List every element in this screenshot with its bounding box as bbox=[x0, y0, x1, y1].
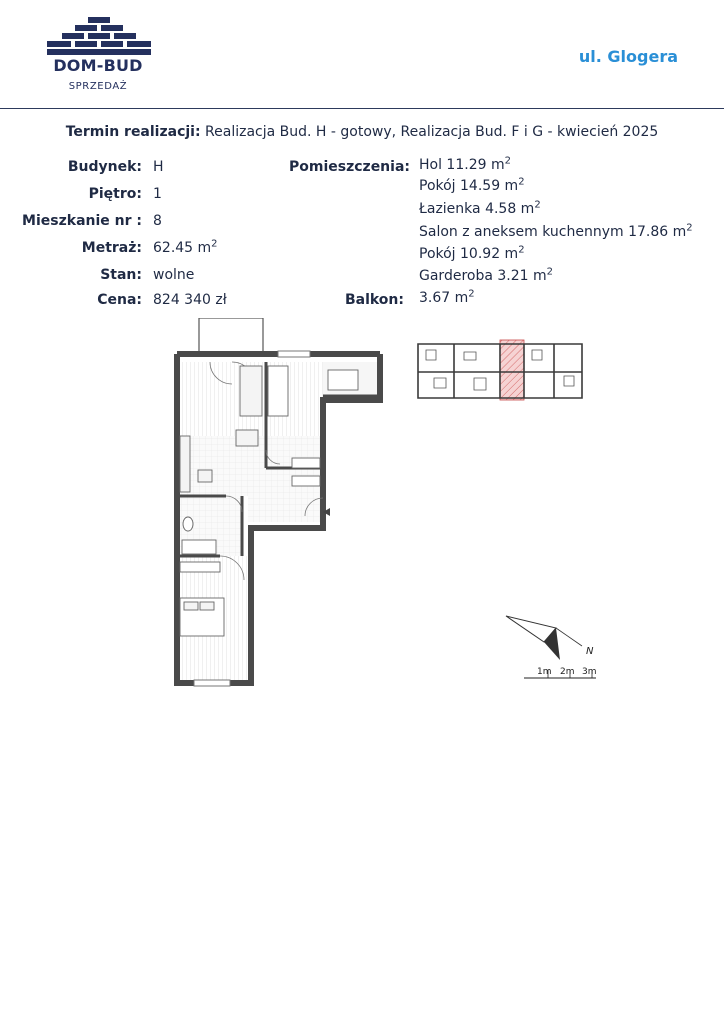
highlighted-apartment bbox=[500, 340, 524, 400]
mieszkanie-value: 8 bbox=[153, 213, 162, 229]
logo-subtitle: SPRZEDAŻ bbox=[68, 81, 128, 92]
scale-bar bbox=[522, 662, 600, 684]
wardrobe-closet bbox=[180, 562, 220, 572]
rooms-label: Pomieszczenia: bbox=[289, 159, 410, 175]
balcony-value: 3.67 $m^2$ bbox=[419, 288, 475, 306]
budynek-value: H bbox=[153, 159, 164, 175]
toilet bbox=[183, 517, 193, 531]
room-item: Salon z aneksem kuchennym 17.86 $m^2$ bbox=[419, 222, 693, 240]
scale-label: 2m bbox=[560, 667, 575, 677]
bathtub bbox=[182, 540, 216, 554]
room-item: Pokój 14.59 $m^2$ bbox=[419, 176, 525, 194]
room-item: Hol 11.29 $m^2$ bbox=[419, 155, 511, 173]
kitchen-counter bbox=[180, 436, 190, 492]
term-value: Realizacja Bud. H - gotowy, Realizacja Bud. F i G - kwiecień 2025 bbox=[205, 124, 659, 140]
completion-term bbox=[0, 124, 724, 140]
cena-value: 824 340 zł bbox=[153, 292, 227, 308]
floor-plan bbox=[170, 318, 384, 690]
dining-table bbox=[236, 430, 258, 446]
term-label: Termin realizacji: bbox=[65, 124, 201, 140]
metraz-label: Metraż: bbox=[81, 240, 142, 256]
budynek-label: Budynek: bbox=[67, 159, 142, 175]
balcony-label: Balkon: bbox=[344, 292, 404, 308]
cena-label: Cena: bbox=[97, 292, 142, 308]
building-key-plan bbox=[414, 336, 590, 408]
stove bbox=[198, 470, 212, 482]
north-label: N bbox=[586, 646, 594, 657]
compass-north-icon bbox=[500, 608, 600, 664]
room-item: Pokój 10.92 $m^2$ bbox=[419, 244, 525, 262]
sofa bbox=[240, 366, 262, 416]
street-name: ul. Glogera bbox=[578, 47, 678, 66]
logo-wordmark: DOM-BUD bbox=[53, 56, 143, 75]
stan-label: Stan: bbox=[100, 267, 142, 283]
mieszkanie-label: Mieszkanie nr : bbox=[22, 213, 142, 229]
scale-label: 1m bbox=[537, 667, 552, 677]
scale-label: 3m bbox=[582, 667, 597, 677]
pietro-value: 1 bbox=[153, 186, 162, 202]
room-item: Garderoba 3.21 $m^2$ bbox=[419, 266, 554, 284]
balcony-outline bbox=[199, 318, 263, 354]
pietro-label: Piętro: bbox=[88, 186, 142, 202]
header-divider bbox=[0, 108, 724, 109]
stan-value: wolne bbox=[153, 267, 195, 283]
room-item: Łazienka 4.58 $m^2$ bbox=[419, 199, 541, 217]
metraz-value: 62.45 $m^2$ bbox=[153, 238, 218, 256]
